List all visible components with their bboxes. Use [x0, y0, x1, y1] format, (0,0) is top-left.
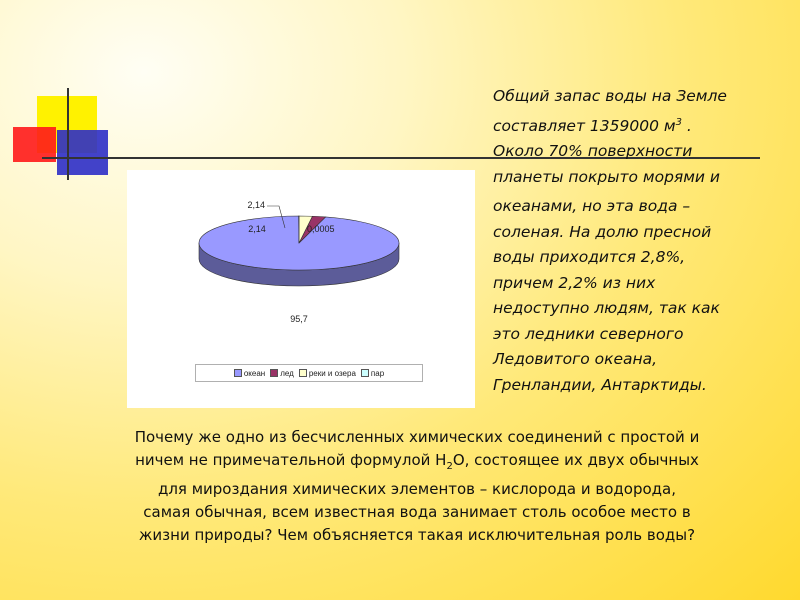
- legend-label: океан: [243, 368, 266, 378]
- side-line: это ледники северного: [493, 324, 684, 343]
- legend-item-лед: [270, 369, 294, 378]
- side-line: недоступно людям, так как: [493, 299, 720, 318]
- legend-label: лед: [280, 368, 294, 378]
- legend-swatch: [270, 369, 278, 377]
- bottom-line: [82, 449, 752, 478]
- pie-label-пар: 0,0005: [307, 224, 335, 234]
- question-paragraph: [82, 426, 752, 547]
- bottom-line: самая обычная, всем известная вода занимает столь особое место в: [143, 503, 691, 521]
- pie-label-лед: 2,14: [248, 224, 266, 234]
- legend-label: реки и озера: [308, 368, 356, 378]
- side-line: планеты покрыто морями и: [493, 167, 721, 186]
- legend-item-реки и озера: [299, 369, 356, 378]
- chart-legend: [195, 364, 423, 382]
- bottom-line: Почему же одно из бесчисленных химических соединений с простой и: [134, 428, 700, 446]
- side-line: Около 70% поверхности: [493, 142, 693, 161]
- side-line: [493, 110, 773, 140]
- legend-swatch: [361, 369, 369, 377]
- cubic-superscript: 3: [675, 116, 682, 128]
- side-line-part: составляет 1359000 м: [493, 116, 676, 135]
- legend-item-океан: [234, 369, 265, 378]
- legend-swatch: [234, 369, 242, 377]
- bottom-line: жизни природы? Чем объясняется такая исключительная роль воды?: [138, 526, 696, 544]
- side-line: Общий запас воды на Земле: [493, 87, 727, 105]
- legend-swatch: [299, 369, 307, 377]
- formula-subscript: 2: [446, 461, 453, 472]
- legend-label: пар: [370, 368, 385, 378]
- water-pie-chart: [127, 170, 475, 408]
- side-line: Ледовитого океана,: [493, 350, 658, 369]
- bottom-line: для мироздания химических элементов – кислорода и водорода,: [157, 480, 677, 498]
- pie-label-реки и озера: 2,14: [247, 200, 265, 210]
- side-line-part: .: [681, 116, 692, 135]
- side-line: океанами, но эта вода –: [493, 197, 691, 216]
- pie-label-океан: 95,7: [290, 314, 308, 324]
- side-line: причем 2,2% из них: [493, 273, 656, 292]
- legend-item-пар: [361, 369, 384, 378]
- bottom-line-part: O, состоящее их двух обычных: [452, 451, 699, 469]
- decor-blue-square: [57, 130, 108, 175]
- side-line: Гренландии, Антарктиды.: [493, 375, 707, 394]
- water-facts-text: [493, 84, 773, 398]
- decor-vertical-line: [67, 88, 69, 180]
- bottom-line-part: ничем не примечательной формулой H: [135, 451, 447, 469]
- side-line: соленая. На долю пресной: [493, 222, 712, 241]
- side-line: воды приходится 2,8%,: [493, 248, 686, 267]
